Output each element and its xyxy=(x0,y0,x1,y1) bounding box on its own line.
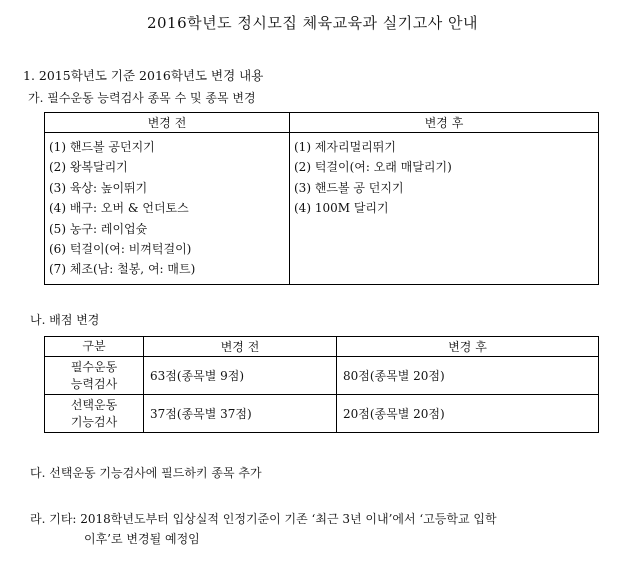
table-header-row xyxy=(45,337,599,357)
score-change-table xyxy=(44,336,599,433)
header-before: 변경 전 xyxy=(45,113,290,133)
table-row xyxy=(45,395,599,433)
cell-after: 80점(종목별 20점) xyxy=(337,357,599,395)
list-item: (1) 제자리멀리뛰기 xyxy=(294,140,396,154)
list-item: (4) 100M 달리기 xyxy=(294,201,389,216)
list-item: (3) 육상: 높이뛰기 xyxy=(49,180,148,195)
subsection-na: 나. 배점 변경 xyxy=(30,313,100,327)
list-item: (6) 턱걸이(여: 비껴턱걸이) xyxy=(49,241,192,256)
row-label-line: 기능검사 xyxy=(70,414,118,429)
row-label xyxy=(45,357,144,395)
list-item: (1) 핸드볼 공던지기 xyxy=(49,140,155,154)
table-row xyxy=(45,133,599,285)
subsection-ra: 라. 기타: 2018학년도부터 입상실적 인정기준이 기존 ‘최근 3년 이내’에서 ‘고등학교 입학 xyxy=(30,512,497,526)
event-change-table xyxy=(44,112,599,285)
list-item: (7) 체조(남: 철봉, 여: 매트) xyxy=(49,262,196,277)
page-title: 2016학년도 정시모집 체육교육과 실기고사 안내 xyxy=(146,14,479,32)
table-row xyxy=(45,357,599,395)
header-after: 변경 후 xyxy=(290,113,599,133)
row-label-line: 선택운동 xyxy=(70,397,118,412)
list-item: (2) 턱걸이(여: 오래 매달리기) xyxy=(294,160,452,175)
table-header-row xyxy=(45,113,599,133)
section-heading: 1. 2015학년도 기준 2016학년도 변경 내용 xyxy=(23,68,264,83)
header-after: 변경 후 xyxy=(337,337,599,357)
cell-after: 20점(종목별 20점) xyxy=(337,395,599,433)
header-category: 구분 xyxy=(45,337,144,357)
cell-before: 63점(종목별 9점) xyxy=(144,357,337,395)
after-list xyxy=(290,133,599,285)
list-item: (5) 농구: 레이업슛 xyxy=(49,221,148,236)
row-label-line: 필수운동 xyxy=(70,359,118,374)
subsection-ra-continued: 이후’로 변경될 예정임 xyxy=(84,532,200,546)
list-item: (2) 왕복달리기 xyxy=(49,160,128,175)
before-list xyxy=(45,133,290,285)
subsection-da: 다. 선택운동 기능검사에 필드하키 종목 추가 xyxy=(30,466,262,480)
list-item: (3) 핸드볼 공 던지기 xyxy=(294,180,404,195)
row-label xyxy=(45,395,144,433)
list-item: (4) 배구: 오버 & 언더토스 xyxy=(49,201,189,216)
row-label-line: 능력검사 xyxy=(70,376,118,391)
header-before: 변경 전 xyxy=(144,337,337,357)
cell-before: 37점(종목별 37점) xyxy=(144,395,337,433)
subsection-ga: 가. 필수운동 능력검사 종목 수 및 종목 변경 xyxy=(28,91,256,105)
